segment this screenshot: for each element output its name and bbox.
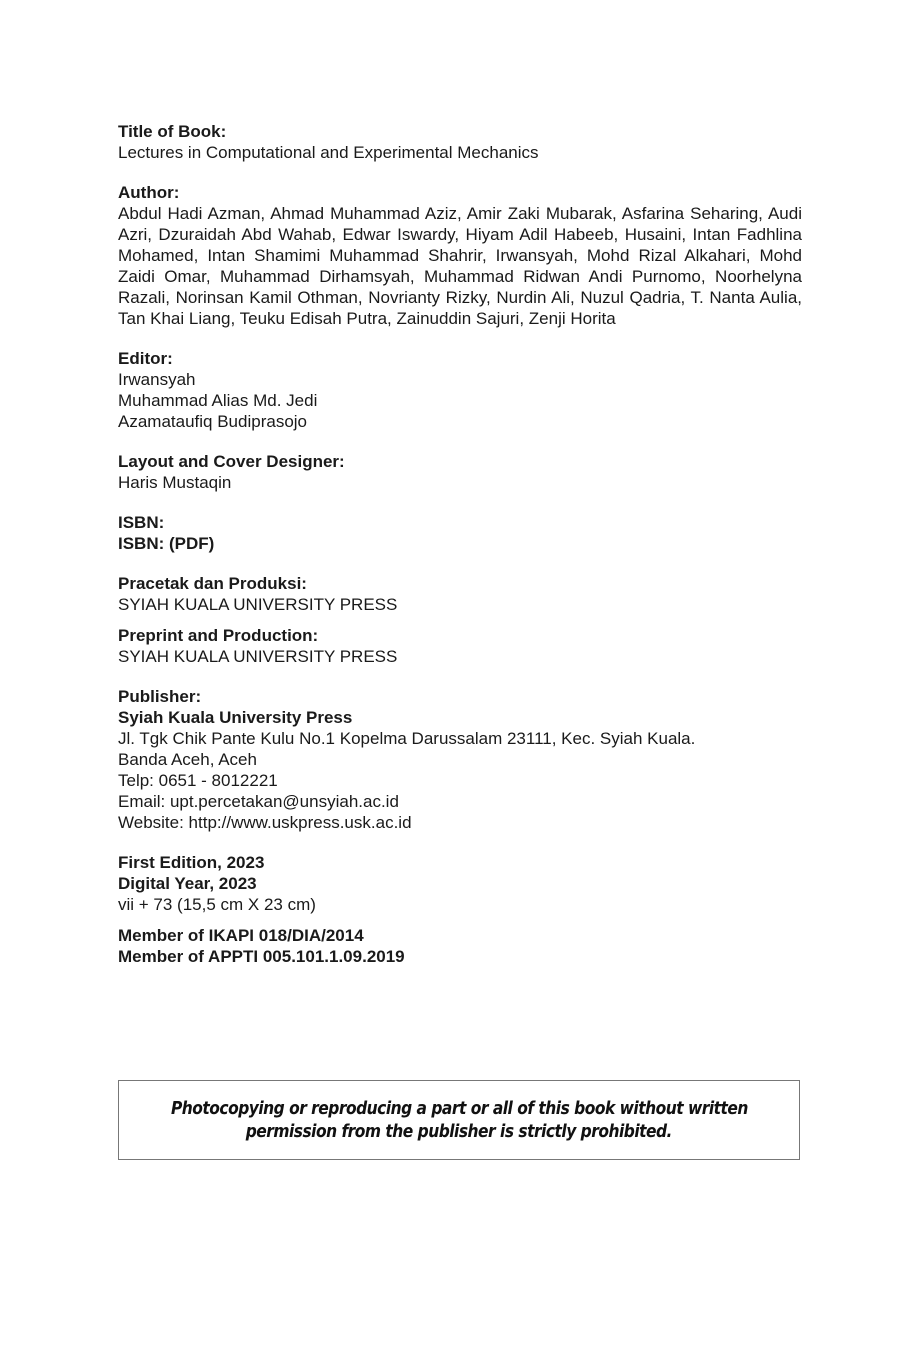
- pracetak-value: SYIAH KUALA UNIVERSITY PRESS: [118, 595, 398, 614]
- pracetak-label: Pracetak dan Produksi:: [118, 574, 307, 593]
- preprint-value: SYIAH KUALA UNIVERSITY PRESS: [118, 647, 398, 666]
- preprint-label: Preprint and Production:: [118, 626, 319, 645]
- pracetak-section: [118, 573, 802, 615]
- editor-label: Editor:: [118, 349, 173, 368]
- copyright-notice-line1: Photocopying or reproducing a part or all of this book without written: [170, 1098, 748, 1119]
- author-label: Author:: [118, 183, 180, 202]
- publisher-label: Publisher:: [118, 687, 202, 706]
- title-of-book-label: Title of Book:: [118, 122, 227, 141]
- layout-designer-label: Layout and Cover Designer:: [118, 452, 345, 471]
- layout-designer-section: [118, 451, 802, 493]
- publisher-address-line2: Banda Aceh, Aceh: [118, 750, 257, 769]
- editor-name: Azamataufiq Budiprasojo: [118, 412, 308, 431]
- publisher-website: Website: http://www.uskpress.usk.ac.id: [118, 813, 412, 832]
- copyright-notice-box: [118, 1080, 800, 1160]
- publisher-section: [118, 686, 802, 833]
- copyright-notice-line2: permission from the publisher is strictly prohibited.: [245, 1121, 673, 1142]
- title-of-book-value: Lectures in Computational and Experimental Mechanics: [118, 143, 539, 162]
- ikapi-membership: Member of IKAPI 018/DIA/2014: [118, 926, 364, 945]
- isbn-pdf-label: ISBN: (PDF): [118, 534, 215, 553]
- digital-year: Digital Year, 2023: [118, 874, 257, 893]
- first-edition: First Edition, 2023: [118, 853, 265, 872]
- isbn-section: [118, 512, 802, 554]
- publisher-telp: Telp: 0651 - 8012221: [118, 771, 278, 790]
- appti-membership: Member of APPTI 005.101.1.09.2019: [118, 947, 405, 966]
- edition-section: [118, 852, 802, 915]
- editor-name: Irwansyah: [118, 370, 196, 389]
- publisher-email: Email: upt.percetakan@unsyiah.ac.id: [118, 792, 399, 811]
- membership-section: [118, 925, 802, 967]
- publisher-name: Syiah Kuala University Press: [118, 708, 353, 727]
- preprint-section: [118, 625, 802, 667]
- book-dimensions: vii + 73 (15,5 cm X 23 cm): [118, 895, 316, 914]
- colophon-page: [118, 121, 802, 986]
- author-names: Abdul Hadi Azman, Ahmad Muhammad Aziz, Amir Zaki Mubarak, Asfarina Seharing, Audi Azri, Dzuraidah Abd Wahab, Edwar Iswardy, Hiyam Adil Habeeb, Husaini, Intan Fadhlina Mohamed, Intan Shamimi Muhammad Shahrir, Irwansyah, Mohd Rizal Alkahari, Mohd Zaidi Omar, Muhammad Dirhamsyah, Muhammad Ridwan Andi Purnomo, Noorhelyna Razali, Norinsan Kamil Othman, Novrianty Rizky, Nurdin Ali, Nuzul Qadria, T. Nanta Aulia, Tan Khai Liang, Teuku Edisah Putra, Zainuddin Sajuri, Zenji Horita: [118, 204, 802, 328]
- layout-designer-name: Haris Mustaqin: [118, 473, 232, 492]
- isbn-label: ISBN:: [118, 513, 165, 532]
- editor-name: Muhammad Alias Md. Jedi: [118, 391, 318, 410]
- editor-section: [118, 348, 802, 432]
- publisher-address-line1: Jl. Tgk Chik Pante Kulu No.1 Kopelma Darussalam 23111, Kec. Syiah Kuala.: [118, 729, 696, 748]
- author-section: [118, 182, 802, 329]
- title-of-book-section: [118, 121, 802, 163]
